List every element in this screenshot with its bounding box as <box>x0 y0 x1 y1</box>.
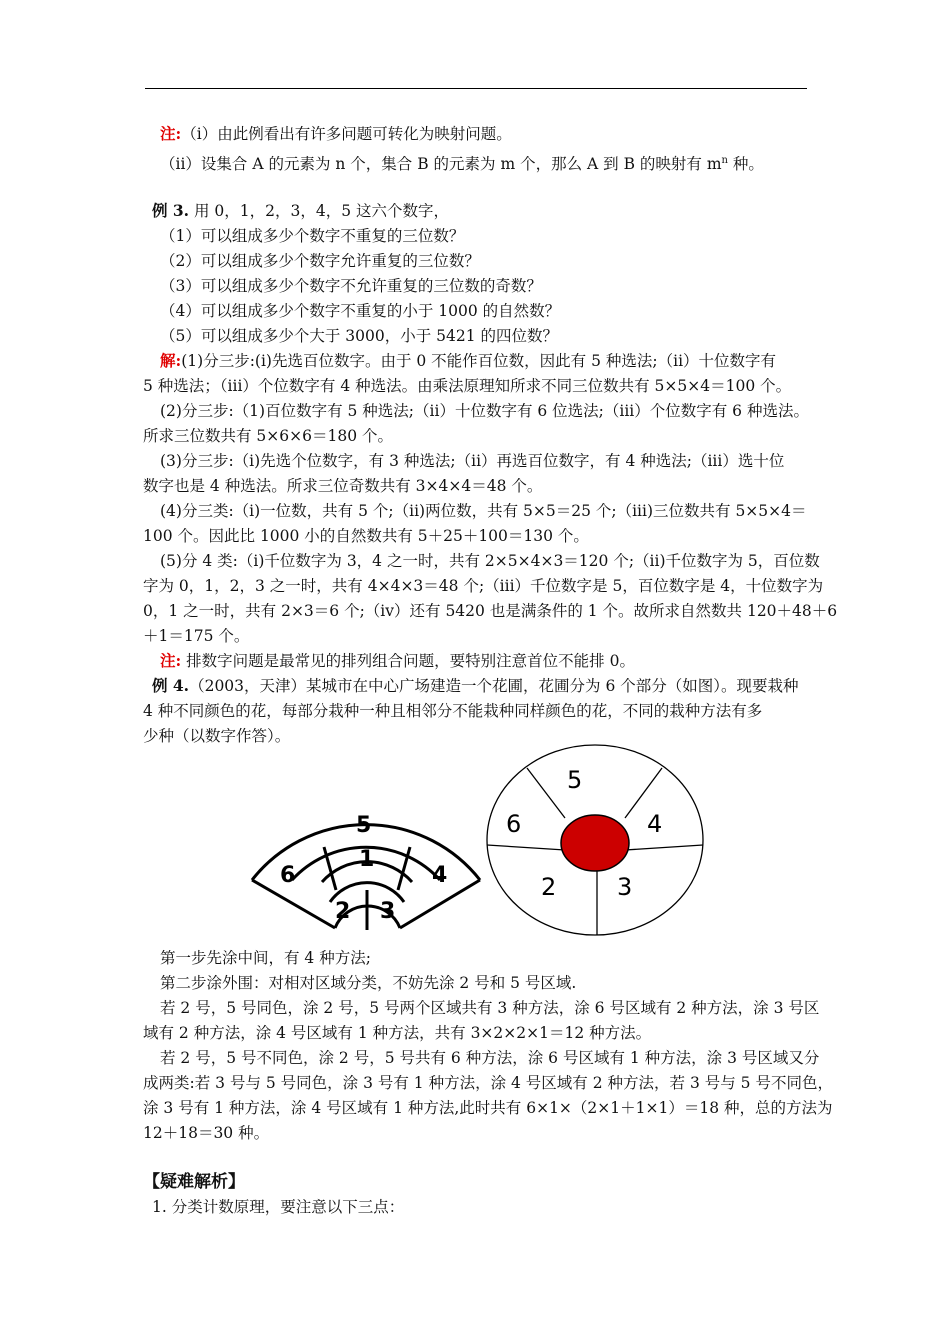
circle-divider-4-3 <box>625 845 703 850</box>
solution4-case2-line2: 成两类:若 3 号与 5 号同色，涂 3 号有 1 种方法，涂 4 号区域有 2 种方法，若 3 号与 5 号不同色， <box>143 1074 833 1092</box>
header-rule <box>145 88 807 89</box>
solution3-line5: (3)分三步:（i)先选个位数字，有 3 种选法;（ii）再选百位数字，有 4 种选法;（iii）选十位 <box>160 452 785 470</box>
solution4-step2: 第二步涂外围：对相对区域分类，不妨先涂 2 号和 5 号区域. <box>160 974 577 992</box>
solution3-line4: 所求三位数共有 5×6×6＝180 个。 <box>143 427 393 445</box>
solution4-case2-line1: 若 2 号，5 号不同色，涂 2 号，5 号共有 6 种方法，涂 6 号区域有 1 种方法，涂 3 号区域又分 <box>160 1049 820 1067</box>
section-heading: 【疑难解析】 <box>143 1172 245 1192</box>
solution3-line7: (4)分三类:（i)一位数，共有 5 个;（ii)两位数，共有 5×5＝25 个;（iii)三位数共有 5×5×4＝ <box>160 502 807 520</box>
circle-label-4: 4 <box>647 810 663 838</box>
note1-line2: （ii）设集合 A 的元素为 n 个，集合 B 的元素为 m 个，那么 A 到 B 的映射有 $m^n$ 种。 <box>160 155 764 174</box>
solution4-case2-line4: 12＋18＝30 种。 <box>143 1124 270 1142</box>
example4-line3: 少种（以数字作答）。 <box>143 727 291 745</box>
circle-divider-6-2 <box>487 845 565 850</box>
note1-line1: 注:（i）由此例看出有许多问题可转化为映射问题。 <box>160 124 512 143</box>
circle-label-3: 3 <box>617 873 633 901</box>
solution3-line3: (2)分三步:（1)百位数字有 5 种选法;（ii）十位数字有 6 位选法;（iii）个位数字有 6 种选法。 <box>160 402 809 420</box>
example4-line2: 4 种不同颜色的花，每部分栽种一种且相邻分不能栽种同样颜色的花，不同的栽种方法有多 <box>143 702 763 720</box>
circle-label-6: 6 <box>506 810 522 838</box>
circle-divider-5-6 <box>527 768 565 818</box>
example3-q3: （3）可以组成多少个数字不允许重复的三位数的奇数？ <box>160 277 542 295</box>
solution3-line2: 5 种选法；（iii）个位数字有 4 种选法。由乘法原理知所求不同三位数共有 5×5×4＝100 个。 <box>143 377 792 395</box>
fan-label-6: 6 <box>280 863 296 888</box>
example3-intro: 例 3. 用 0，1，2，3，4，5 这六个数字， <box>152 201 450 220</box>
solution4-case1-line2: 域有 2 种方法，涂 4 号区域有 1 种方法，共有 3×2×2×1＝12 种方法。 <box>143 1024 652 1042</box>
fan-label-2: 2 <box>335 899 351 924</box>
section-item1: 1. 分类计数原理，要注意以下三点： <box>152 1198 405 1216</box>
fan-label-3: 3 <box>380 899 396 924</box>
example3-q5: （5）可以组成多少个大于 3000，小于 5421 的四位数？ <box>160 327 559 345</box>
note1-label: 注: <box>160 124 182 143</box>
circle-label-5: 5 <box>567 766 583 794</box>
example3-q2: （2）可以组成多少个数字允许重复的三位数？ <box>160 252 480 270</box>
note2-label: 注: <box>160 651 182 670</box>
solution3-line9: (5)分 4 类:（i)千位数字为 3，4 之一时，共有 2×5×4×3＝120 个;（ii)千位数字为 5，百位数 <box>160 552 820 570</box>
solution3-line1: 解:(1)分三步:(i)先选百位数字。由于 0 不能作百位数，因此有 5 种选法;（ii）十位数字有 <box>160 351 777 370</box>
fan-label-5: 5 <box>356 813 372 838</box>
fan-label-4: 4 <box>432 863 448 888</box>
example3-label: 例 3. <box>152 201 190 220</box>
solution4-step1: 第一步先涂中间，有 4 种方法; <box>160 949 371 967</box>
fan-label-1: 1 <box>359 847 375 872</box>
note2: 注: 排数字问题是最常见的排列组合问题，要特别注意首位不能排 0。 <box>160 651 635 670</box>
solution3-line8: 100 个。因此比 1000 小的自然数共有 5＋25＋100＝130 个。 <box>143 527 589 545</box>
example4-label: 例 4. <box>152 676 190 695</box>
circle-center-red <box>561 815 629 871</box>
solution3-line6: 数字也是 4 种选法。所求三位奇数共有 3×4×4＝48 个。 <box>143 477 543 495</box>
solution3-line11: 0，1 之一时，共有 2×3＝6 个;（iv）还有 5420 也是满条件的 1 个。故所求自然数共 120＋48＋6 <box>143 602 838 620</box>
solution3-label: 解: <box>160 351 182 370</box>
example3-q4: （4）可以组成多少个数字不重复的小于 1000 的自然数？ <box>160 302 561 320</box>
circle-label-2: 2 <box>541 873 557 901</box>
solution3-line10: 字为 0，1，2，3 之一时，共有 4×4×3＝48 个;（iii）千位数字是 5，百位数字是 4，十位数字为 <box>143 577 824 595</box>
flower-bed-figures <box>240 740 710 940</box>
solution3-line12: ＋1＝175 个。 <box>143 627 250 645</box>
example4-line1: 例 4.（2003，天津）某城市在中心广场建造一个花圃，花圃分为 6 个部分（如图）。现要栽种 <box>152 676 799 695</box>
solution4-case1-line1: 若 2 号，5 号同色，涂 2 号，5 号两个区域共有 3 种方法，涂 6 号区域有 2 种方法，涂 3 号区 <box>160 999 820 1017</box>
solution4-case2-line3: 涂 3 号有 1 种方法，涂 4 号区域有 1 种方法,此时共有 6×1×（2×1＋1×1）＝18 种，总的方法为 <box>143 1099 833 1117</box>
example3-q1: （1）可以组成多少个数字不重复的三位数？ <box>160 227 465 245</box>
